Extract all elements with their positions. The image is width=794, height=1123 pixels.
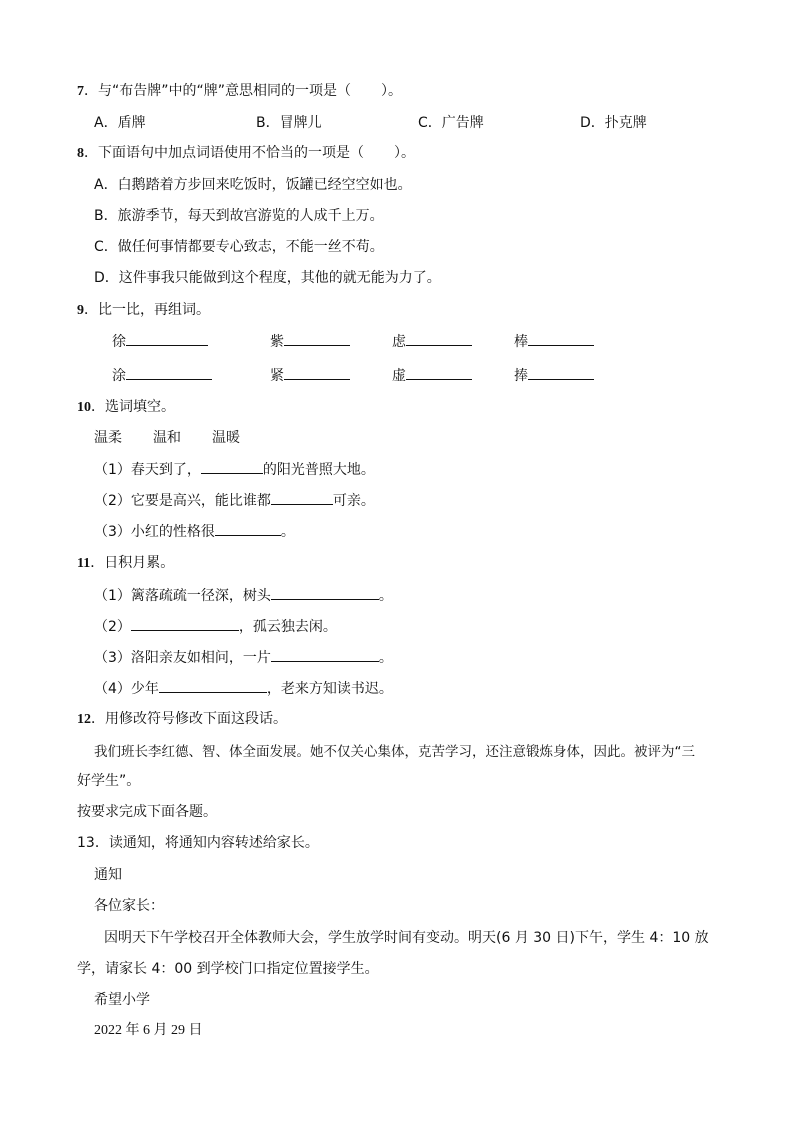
q10-item-text: （1）春天到了， xyxy=(94,462,201,478)
q7-option-b[interactable]: B．冒牌儿 xyxy=(256,115,322,131)
q10-item-text: 的阳光普照大地。 xyxy=(262,462,375,478)
q7-text-b: ）。 xyxy=(381,83,403,99)
q12-text: ．用修改符号修改下面这段话。 xyxy=(91,711,287,727)
q9-char: 徐 xyxy=(112,334,126,350)
q9-row1-item xyxy=(270,331,350,352)
q9-char: 棒 xyxy=(514,334,528,350)
q11-item-text: 。 xyxy=(378,650,393,666)
q9-blank[interactable] xyxy=(406,365,472,380)
q12-paragraph-line-2: 好学生”。 xyxy=(77,773,141,789)
q11-number: 11 xyxy=(77,556,91,571)
q11-blank[interactable] xyxy=(271,647,379,662)
q9-char: 紫 xyxy=(270,334,284,350)
q10-blank[interactable] xyxy=(215,521,281,536)
q13-text: ．读通知，将通知内容转述给家长。 xyxy=(94,835,319,851)
q8-option-d[interactable]: D．这件事我只能做到这个程度，其他的就无能为力了。 xyxy=(94,270,441,286)
q7-stem xyxy=(77,81,402,102)
notice-greeting: 各位家长： xyxy=(94,898,164,914)
notice-body-line-2: 学，请家长 4：00 到学校门口指定位置接学生。 xyxy=(77,961,379,977)
q9-row1-item xyxy=(514,331,594,352)
q10-number: 10 xyxy=(77,400,91,415)
q10-item-text: 可亲。 xyxy=(332,493,375,509)
q11-item-text: （2） xyxy=(94,619,131,635)
q9-char: 虑 xyxy=(392,334,406,350)
q8-option-c[interactable]: C．做任何事情都要专心致志，不能一丝不苟。 xyxy=(94,239,384,255)
q11-item-text: （4）少年 xyxy=(94,681,159,697)
q10-stem xyxy=(77,397,175,418)
q8-text-a: ．下面语句中加点词语使用不恰当的一项是（ xyxy=(84,145,364,161)
q9-char: 紧 xyxy=(270,368,284,384)
q10-item-text: 。 xyxy=(280,524,295,540)
q7-option-a[interactable]: A．盾牌 xyxy=(94,115,146,131)
q9-char: 捧 xyxy=(514,368,528,384)
q9-row1-item xyxy=(392,331,472,352)
q7-options xyxy=(94,113,714,133)
q11-text: ．日积月累。 xyxy=(90,555,175,571)
q11-item-2 xyxy=(94,616,337,637)
notice-signature: 希望小学 xyxy=(94,992,150,1008)
q9-blank[interactable] xyxy=(284,331,350,346)
q13-number: 13 xyxy=(77,835,95,851)
q11-item-3 xyxy=(94,647,393,668)
notice-body-line-1: 因明天下午学校召开全体教师大会，学生放学时间有变动。明天(6 月 30 日)下午，学生 4：10 放 xyxy=(104,930,709,946)
q10-word-bank xyxy=(94,428,294,448)
q9-char: 涂 xyxy=(112,368,126,384)
q10-item-3 xyxy=(94,521,295,542)
q7-number: 7 xyxy=(77,84,84,99)
section-title: 按要求完成下面各题。 xyxy=(77,804,217,820)
q7-option-d[interactable]: D．扑克牌 xyxy=(580,115,647,131)
q12-number: 12 xyxy=(77,712,91,727)
q7-option-c[interactable]: C．广告牌 xyxy=(418,115,484,131)
q11-item-text: （1）篱落疏疏一径深，树头 xyxy=(94,588,271,604)
q9-blank[interactable] xyxy=(528,331,594,346)
q9-char: 虚 xyxy=(392,368,406,384)
q9-blank[interactable] xyxy=(406,331,472,346)
q10-item-text: （2）它要是高兴，能比谁都 xyxy=(94,493,271,509)
q10-blank[interactable] xyxy=(201,459,263,474)
q11-blank[interactable] xyxy=(271,585,379,600)
q13-stem xyxy=(77,833,319,853)
q10-word: 温柔 xyxy=(94,430,122,446)
q9-blank[interactable] xyxy=(126,365,212,380)
q8-stem xyxy=(77,143,415,164)
q9-row2-item xyxy=(270,365,350,386)
notice-date: 2022 年 6 月 29 日 xyxy=(94,1023,203,1038)
q12-stem xyxy=(77,709,287,730)
q9-row1-item xyxy=(112,331,208,352)
q9-row-1 xyxy=(112,331,612,351)
q11-item-text: 。 xyxy=(378,588,393,604)
q11-item-1 xyxy=(94,585,393,606)
q9-text: ．比一比，再组词。 xyxy=(84,302,210,318)
q11-stem xyxy=(77,553,174,574)
q9-row2-item xyxy=(392,365,472,386)
q8-option-b[interactable]: B．旅游季节，每天到故宫游览的人成千上万。 xyxy=(94,208,384,224)
q8-option-a[interactable]: A．白鹅踏着方步回来吃饭时，饭罐已经空空如也。 xyxy=(94,177,412,193)
q9-blank[interactable] xyxy=(528,365,594,380)
q10-text: ．选词填空。 xyxy=(91,399,175,415)
q11-blank[interactable] xyxy=(131,616,239,631)
q9-blank[interactable] xyxy=(126,331,208,346)
q11-item-text: ，老来方知读书迟。 xyxy=(266,681,393,697)
q9-row2-item xyxy=(514,365,594,386)
q11-blank[interactable] xyxy=(159,678,267,693)
q11-item-text: ，孤云独去闲。 xyxy=(238,619,337,635)
q9-number: 9 xyxy=(77,303,84,318)
notice-title: 通知 xyxy=(94,867,122,883)
q10-item-text: （3）小红的性格很 xyxy=(94,524,215,540)
q7-text-a: ．与“布告牌”中的“牌”意思相同的一项是（ xyxy=(84,83,352,99)
q10-word: 温暖 xyxy=(212,430,240,446)
q9-stem xyxy=(77,300,210,321)
q9-blank[interactable] xyxy=(284,365,350,380)
q9-row-2 xyxy=(112,365,612,385)
q8-text-b: ）。 xyxy=(394,145,415,161)
q11-item-4 xyxy=(94,678,393,699)
q10-blank[interactable] xyxy=(271,490,333,505)
q9-row2-item xyxy=(112,365,212,386)
q10-item-2 xyxy=(94,490,375,511)
q8-number: 8 xyxy=(77,146,84,161)
q10-item-1 xyxy=(94,459,375,480)
q10-word: 温和 xyxy=(153,430,181,446)
q12-paragraph-line-1: 我们班长李红德、智、体全面发展。她不仅关心集体，克苦学习，还注意锻炼身体，因此。被评为“三 xyxy=(94,744,695,760)
q11-item-text: （3）洛阳亲友如相问，一片 xyxy=(94,650,271,666)
